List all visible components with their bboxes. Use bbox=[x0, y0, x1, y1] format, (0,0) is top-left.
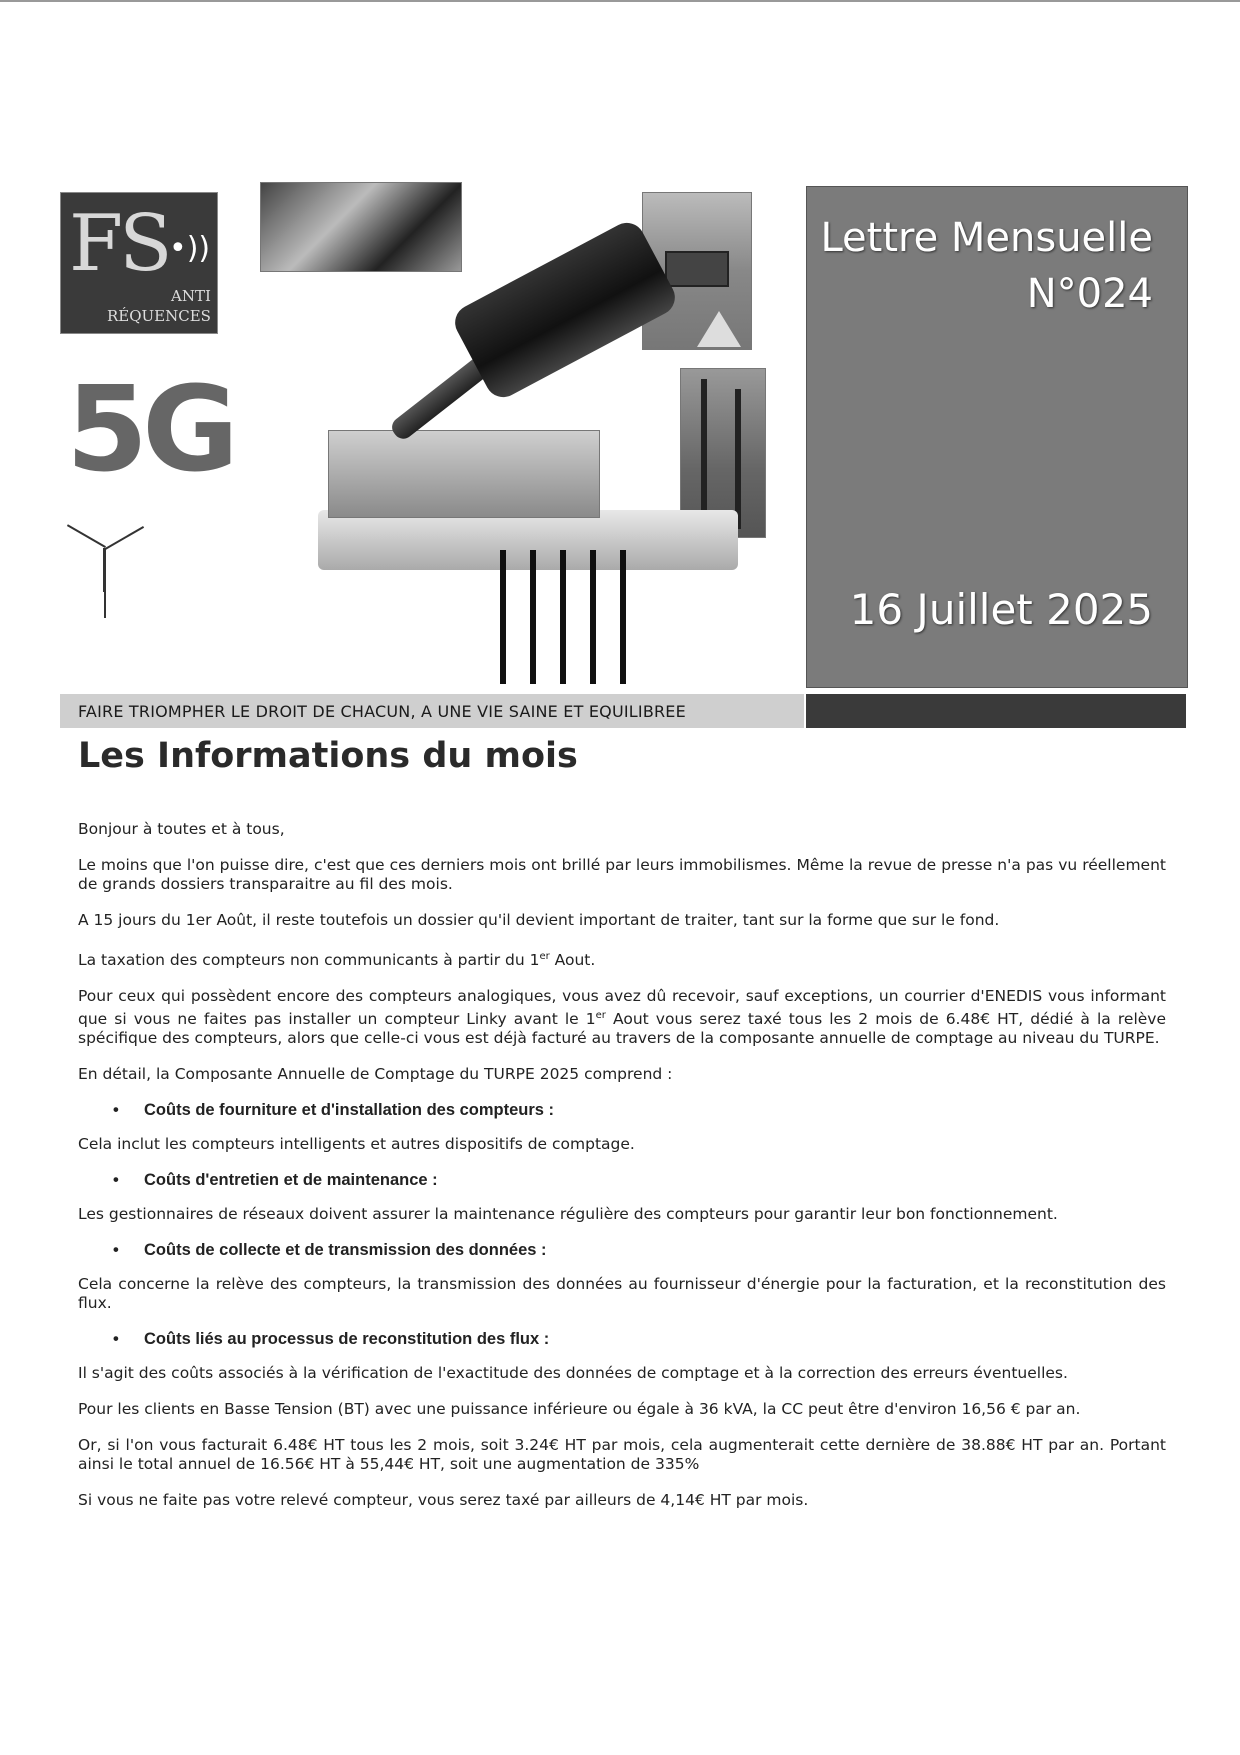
paragraph: En détail, la Composante Annuelle de Comptage du TURPE 2025 comprend : bbox=[78, 1065, 673, 1084]
superscript: er bbox=[539, 951, 550, 962]
bullet-item bbox=[78, 1101, 1166, 1120]
text-run: Pour ceux qui possèdent encore des compteurs analogiques, vous avez dû recevoir, sauf exceptions, un courrier d'ENEDIS vous informant que si vous ne faites pas installer un compteur Linky avant le 1 bbox=[78, 987, 1166, 1029]
bullet-item bbox=[78, 1330, 1166, 1349]
mast bbox=[735, 389, 741, 529]
wind-turbine-icon bbox=[80, 530, 130, 610]
5g-graphic: 5G bbox=[66, 360, 233, 498]
slogan-banner bbox=[60, 694, 804, 728]
text-run: Aout. bbox=[549, 951, 596, 970]
bullet-icon: • bbox=[113, 1241, 119, 1260]
paragraph bbox=[78, 947, 1166, 970]
paragraph bbox=[78, 987, 1166, 1048]
logo-letters: FS bbox=[69, 199, 169, 289]
cell-antenna-icon bbox=[490, 550, 640, 684]
banner-dark-strip bbox=[806, 694, 1186, 728]
logo-anti: ANTI bbox=[171, 287, 211, 305]
paragraph: Bonjour à toutes et à tous, bbox=[78, 820, 285, 838]
paragraph: Cela inclut les compteurs intelligents et autres dispositifs de comptage. bbox=[78, 1135, 635, 1154]
paragraph: A 15 jours du 1er Août, il reste toutefois un dossier qu'il devient important de traiter, tant sur la forme que sur le fond. bbox=[78, 911, 1000, 929]
logo-frequences: RÉQUENCES bbox=[107, 307, 211, 325]
newsletter-title: Lettre Mensuelle bbox=[820, 215, 1153, 261]
paragraph: Les gestionnaires de réseaux doivent assurer la maintenance régulière des compteurs pour garantir leur bon fonctionnement. bbox=[78, 1205, 1058, 1224]
superscript: er bbox=[595, 1010, 606, 1022]
article-body bbox=[78, 820, 1166, 1527]
paragraph: Or, si l'on vous facturait 6.48€ HT tous les 2 mois, soit 3.24€ HT par mois, cela augmenterait cette dernière de 38.88€ HT par an. Portant ainsi le total annuel de 16.56€ HT à 55,44€ HT, soit une augmentation de 335% bbox=[78, 1436, 1166, 1474]
bullet-icon: • bbox=[113, 1330, 119, 1349]
page-title: Les Informations du mois bbox=[78, 736, 578, 776]
fs-logo bbox=[60, 192, 218, 334]
gavel-block bbox=[328, 430, 600, 518]
bullet-item bbox=[78, 1171, 1166, 1190]
bullet-icon: • bbox=[113, 1101, 119, 1120]
slogan-text: FAIRE TRIOMPHER LE DROIT DE CHACUN, A UNE VIE SAINE ET EQUILIBREE bbox=[78, 702, 686, 721]
bullet-icon: • bbox=[113, 1171, 119, 1190]
paragraph: Cela concerne la relève des compteurs, la transmission des données au fournisseur d'énergie pour la facturation, et la reconstitution des flux. bbox=[78, 1275, 1166, 1313]
bullet-text: Coûts liés au processus de reconstitution des flux : bbox=[144, 1330, 550, 1349]
child-wifi-photo bbox=[260, 182, 462, 272]
wifi-waves-icon: •)) bbox=[169, 231, 211, 266]
bullet-text: Coûts de fourniture et d'installation des compteurs : bbox=[144, 1101, 555, 1120]
scan-top-edge bbox=[0, 0, 1240, 2]
title-panel bbox=[806, 186, 1188, 688]
mast bbox=[701, 379, 707, 529]
bullet-text: Coûts d'entretien et de maintenance : bbox=[144, 1171, 438, 1190]
paragraph: Si vous ne faite pas votre relevé compteur, vous serez taxé par ailleurs de 4,14€ HT par mois. bbox=[78, 1491, 809, 1510]
paragraph: Pour les clients en Basse Tension (BT) avec une puissance inférieure ou égale à 36 kVA, la CC peut être d'environ 16,56 € par an. bbox=[78, 1400, 1081, 1419]
paragraph: Le moins que l'on puisse dire, c'est que ces derniers mois ont brillé par leurs immobilismes. Même la revue de presse n'a pas vu réellement de grands dossiers transparaitre au fil des mois. bbox=[78, 856, 1166, 893]
text-run: La taxation des compteurs non communicants à partir du 1 bbox=[78, 951, 540, 970]
text-run: Aout vous serez taxé tous les 2 mois de 6.48€ HT, dédié à la relève spécifique des compteurs, alors que celle-ci vous est déjà facturé au travers de la composante annuelle de comptage au niveau du TURPE. bbox=[78, 1010, 1166, 1048]
issue-number: N°024 bbox=[1026, 271, 1153, 317]
bullet-item bbox=[78, 1241, 1166, 1260]
bullet-text: Coûts de collecte et de transmission des données : bbox=[144, 1241, 547, 1260]
issue-date: 16 Juillet 2025 bbox=[849, 585, 1153, 634]
gavel-icon bbox=[449, 217, 681, 404]
warning-sign-icon bbox=[697, 311, 741, 347]
paragraph: Il s'agit des coûts associés à la vérification de l'exactitude des données de comptage et à la correction des erreurs éventuelles. bbox=[78, 1364, 1068, 1383]
header-collage bbox=[60, 180, 788, 688]
meter-screen bbox=[665, 251, 729, 287]
